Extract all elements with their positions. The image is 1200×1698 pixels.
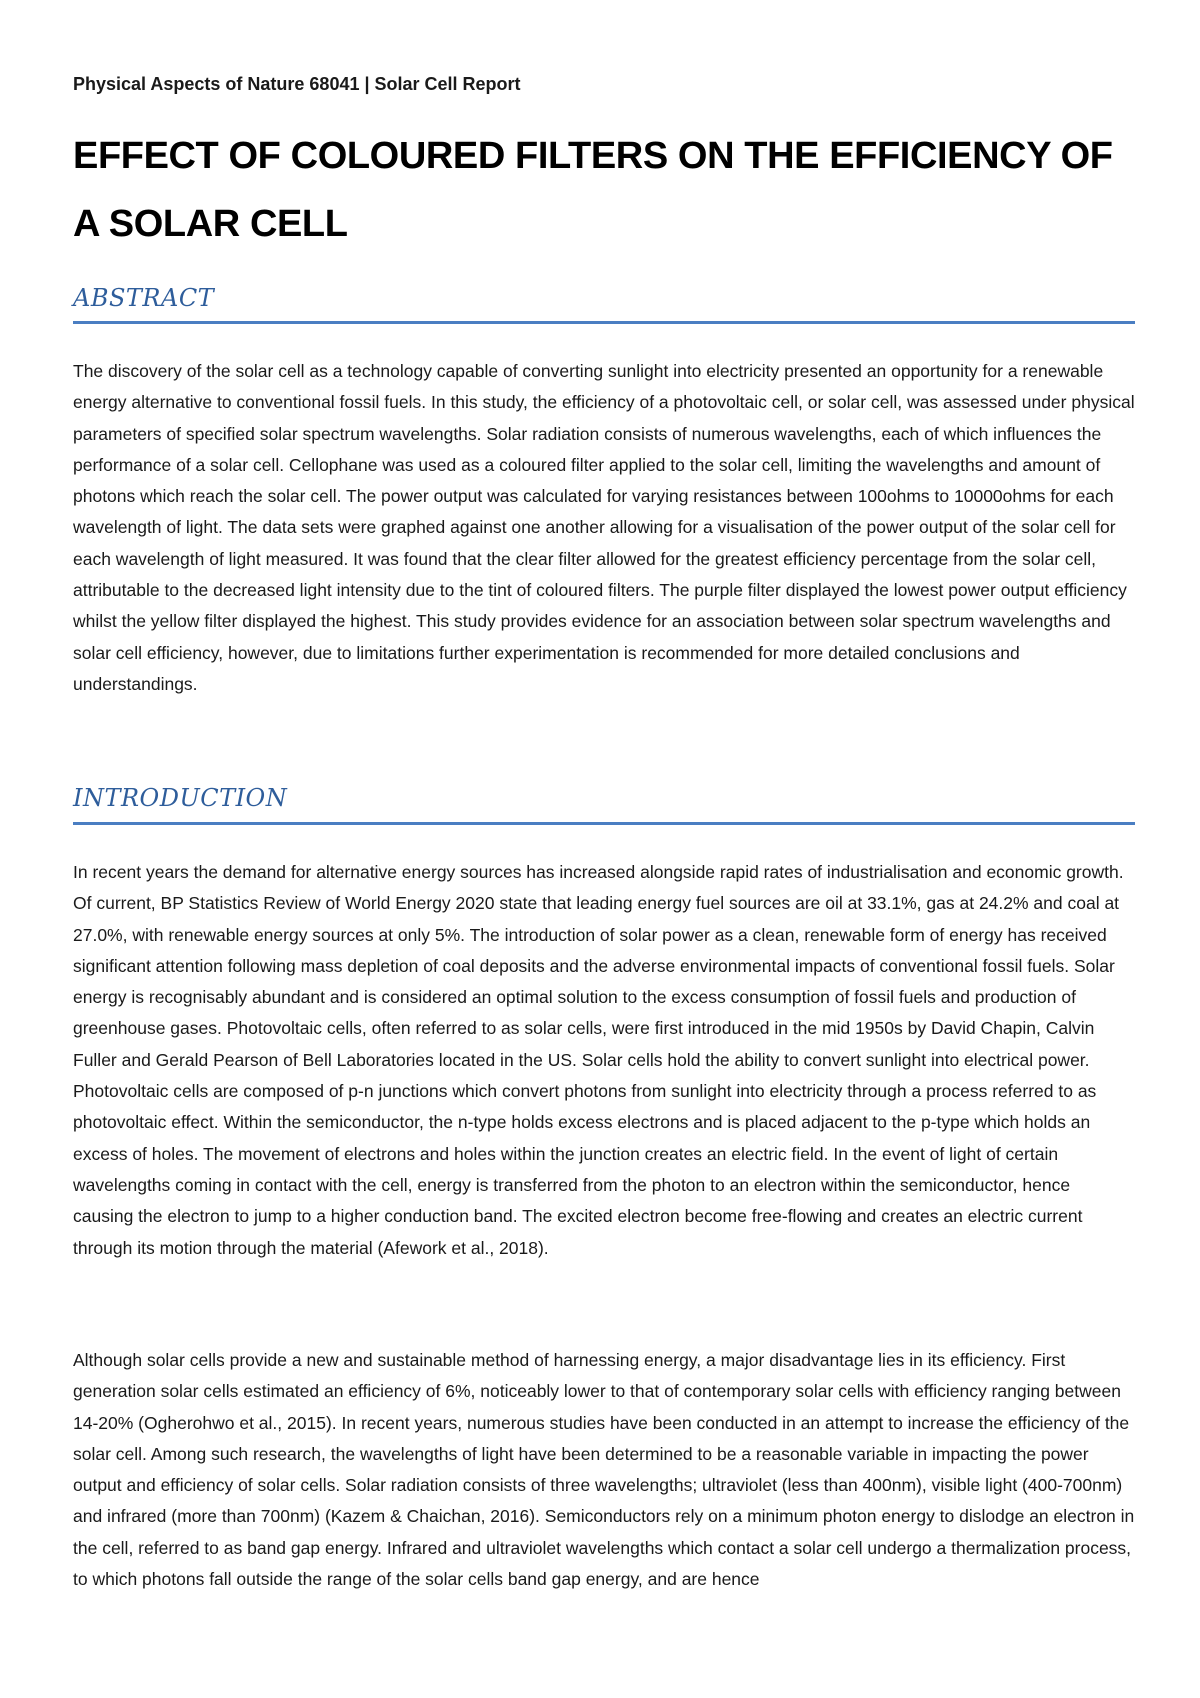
abstract-heading: ABSTRACT <box>73 284 215 312</box>
introduction-heading: INTRODUCTION <box>73 784 288 812</box>
abstract-divider <box>73 321 1135 324</box>
introduction-paragraph-1: In recent years the demand for alternative energy sources has increased alongside rapid rates of industrialisation and economic growth. Of current, BP Statistics Review of World Energy 2020 state that leading energy fuel sources are oil at 33.1%, gas at 24.2% and coal at 27.0%, with renewable energy sources at only 5%. The introduction of solar power as a clean, renewable form of energy has received significant attention following mass depletion of coal deposits and the adverse environmental impacts of conventional fossil fuels. Solar energy is recognisably abundant and is considered an optimal solution to the excess consumption of fossil fuels and production of greenhouse gases. Photovoltaic cells, often referred to as solar cells, were first introduced in the mid 1950s by David Chapin, Calvin Fuller and Gerald Pearson of Bell Laboratories located in the US. Solar cells hold the ability to convert sunlight into electrical power. Photovoltaic cells are composed of p-n junctions which convert photons from sunlight into electricity through a process referred to as photovoltaic effect. Within the semiconductor, the n-type holds excess electrons and is placed adjacent to the p-type which holds an excess of holes. The movement of electrons and holes within the junction creates an electric field. In the event of light of certain wavelengths coming in contact with the cell, energy is transferred from the photon to an electron within the semiconductor, hence causing the electron to jump to a higher conduction band. The excited electron become free-flowing and creates an electric current through its motion through the material (Afework et al., 2018). <box>73 862 1124 1258</box>
introduction-divider <box>73 822 1135 825</box>
running-header: Physical Aspects of Nature 68041 | Solar Cell Report <box>73 74 521 94</box>
introduction-paragraph-2: Although solar cells provide a new and sustainable method of harnessing energy, a major disadvantage lies in its efficiency. First generation solar cells estimated an efficiency of 6%, noticeably lower to that of contemporary solar cells with efficiency ranging between 14-20% (Ogherohwo et al., 2015). In recent years, numerous studies have been conducted in an attempt to increase the efficiency of the solar cell. Among such research, the wavelengths of light have been determined to be a reasonable variable in impacting the power output and efficiency of solar cells. Solar radiation consists of three wavelengths; ultraviolet (less than 400nm), visible light (400-700nm) and infrared (more than 700nm) (Kazem & Chaichan, 2016). Semiconductors rely on a minimum photon energy to dislodge an electron in the cell, referred to as band gap energy. Infrared and ultraviolet wavelengths which contact a solar cell undergo a thermalization process, to which photons fall outside the range of the solar cells band gap energy, and are hence <box>73 1350 1135 1590</box>
abstract-paragraph: The discovery of the solar cell as a technology capable of converting sunlight into electricity presented an opportunity for a renewable energy alternative to conventional fossil fuels. In this study, the efficiency of a photovoltaic cell, or solar cell, was assessed under physical parameters of specified solar spectrum wavelengths. Solar radiation consists of numerous wavelengths, each of which influences the performance of a solar cell. Cellophane was used as a coloured filter applied to the solar cell, limiting the wavelengths and amount of photons which reach the solar cell. The power output was calculated for varying resistances between 100ohms to 10000ohms for each wavelength of light. The data sets were graphed against one another allowing for a visualisation of the power output of the solar cell for each wavelength of light measured. It was found that the clear filter allowed for the greatest efficiency percentage from the solar cell, attributable to the decreased light intensity due to the tint of coloured filters. The purple filter displayed the lowest power output efficiency whilst the yellow filter displayed the highest. This study provides evidence for an association between solar spectrum wavelengths and solar cell efficiency, however, due to limitations further experimentation is recommended for more detailed conclusions and understandings. <box>73 361 1135 694</box>
document-title: EFFECT OF COLOURED FILTERS ON THE EFFICIENCY OF A SOLAR CELL <box>73 135 1113 245</box>
